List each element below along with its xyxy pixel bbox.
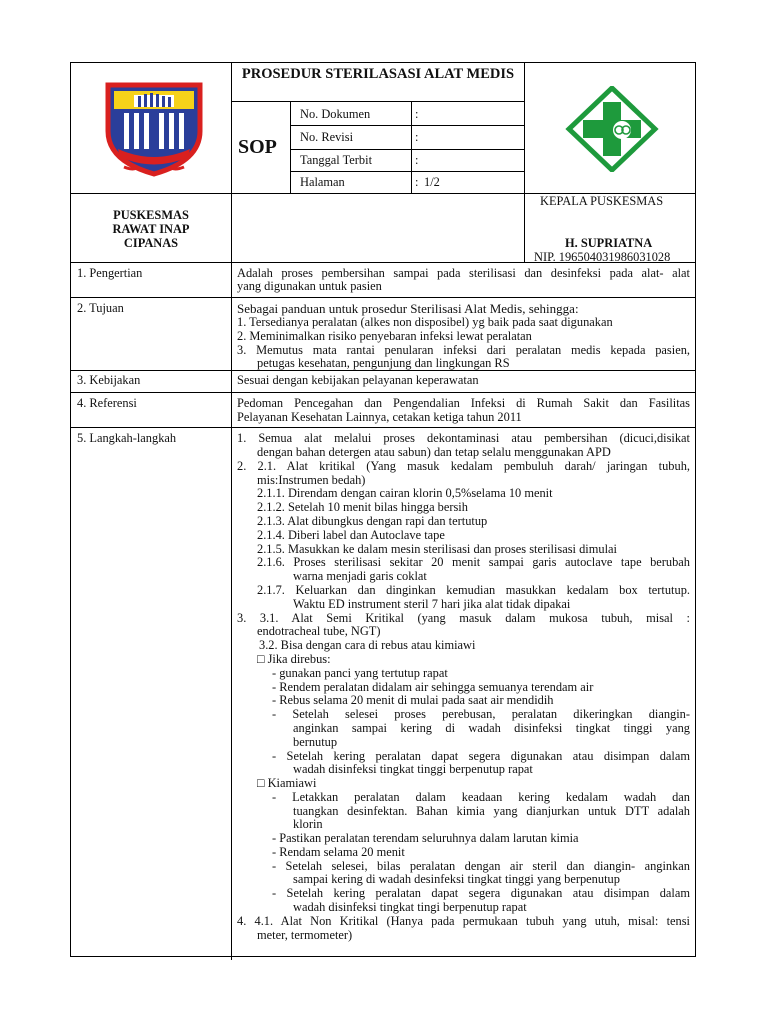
langkah-line: sampai kering di wadah desinfeksi tingkat tinggi yang berpenutup [293, 872, 620, 886]
langkah-line: meter, termometer) [257, 928, 353, 942]
meta-label-halaman: Halaman [300, 175, 345, 189]
langkah-line: □ Kiamiawi [257, 776, 317, 790]
langkah-line: mis:Instrumen bedah) [257, 473, 366, 487]
grid-line [524, 62, 525, 262]
meta-label-tanggal-terbit: Tanggal Terbit [300, 153, 373, 167]
section-label-kebijakan: 3. Kebijakan [77, 373, 141, 387]
meta-sep: : [415, 107, 419, 121]
langkah-line: - Pastikan peralatan terendam seluruhnya dalam larutan kimia [272, 831, 579, 845]
meta-sep: : [415, 153, 419, 167]
meta-sep: : [415, 130, 419, 144]
signatory-name: H. SUPRIATNA [565, 236, 653, 250]
grid-line [70, 392, 696, 393]
puskesmas-logo-icon [565, 86, 659, 172]
meta-label-no-dokumen: No. Dokumen [300, 107, 371, 121]
langkah-line: - Rendam selama 20 menit [272, 845, 405, 859]
section-label-tujuan: 2. Tujuan [77, 301, 124, 315]
langkah-line: 2.1.3. Alat dibungkus dengan rapi dan tertutup [257, 514, 488, 528]
langkah-line: wadah disinfeksi tingkat tingi berpenutup rapat [293, 900, 527, 914]
tujuan-line: Sebagai panduan untuk prosedur Sterilisasi Alat Medis, sehingga: [237, 301, 579, 316]
langkah-line: 2.1.4. Diberi label dan Autoclave tape [257, 528, 445, 542]
langkah-line: klorin [293, 817, 323, 831]
kebijakan-line: Sesuai dengan kebijakan pelayanan keperawatan [237, 373, 479, 387]
pengertian-line: Adalah proses pembersihan sampai pada sterilisasi dan desinfeksi pada alat- alat [237, 266, 690, 280]
langkah-line: 3. 3.1. Alat Semi Kritikal (yang masuk dalam mukosa tubuh, misal : [237, 611, 690, 625]
grid-line [290, 125, 524, 126]
langkah-line: 1. Semua alat melalui proses dekontaminasi atau pembersihan (dicuci,disikat [237, 431, 690, 445]
langkah-line: warna menjadi garis coklat [293, 569, 427, 583]
grid-line [231, 101, 524, 102]
grid-line [231, 62, 232, 960]
regency-logo-icon [104, 79, 204, 177]
langkah-line: - Setelah kering peralatan dapat segera digunakan atau disimpan dalam [272, 886, 690, 900]
tujuan-line: 2. Meminimalkan risiko penyebaran infeksi lewat peralatan [237, 329, 532, 343]
langkah-line: - Setelah selesei proses perebusan, peralatan dikeringkan diangin- [272, 707, 690, 721]
langkah-line: - gunakan panci yang tertutup rapat [272, 666, 448, 680]
langkah-line: 4. 4.1. Alat Non Kritikal (Hanya pada permukaan tubuh yang utuh, misal: tensi [237, 914, 690, 928]
grid-line [411, 101, 412, 193]
langkah-line: Waktu ED instrument steril 7 hari jika alat tidak dipakai [293, 597, 571, 611]
langkah-line: anginkan sampai kering di wadah disinfeksi tingkat tinggi yang [293, 721, 690, 735]
langkah-line: - Rebus selama 20 menit di mulai pada saat air mendidih [272, 693, 554, 707]
meta-sep: : [415, 175, 419, 189]
signatory-role: KEPALA PUSKESMAS [540, 194, 664, 208]
langkah-line: endotracheal tube, NGT) [257, 624, 381, 638]
langkah-line: 2.1.6. Proses sterilisasi sekitar 20 menit sampai garis autoclave tape berubah [257, 555, 690, 569]
grid-line [290, 171, 524, 172]
org-name-line: CIPANAS [123, 236, 179, 250]
langkah-line: tuangkan desinfektan. Bahan kimia yang dianjurkan untuk DTT adalah [293, 804, 690, 818]
langkah-line: 3.2. Bisa dengan cara di rebus atau kimiawi [259, 638, 476, 652]
langkah-line: 2. 2.1. Alat kritikal (Yang masuk kedalam pembuluh darah/ jaringan tubuh, [237, 459, 690, 473]
tujuan-line: petugas kesehatan, pengunjung dan lingkungan RS [257, 356, 510, 370]
meta-label-no-revisi: No. Revisi [300, 130, 354, 144]
langkah-line: - Rendem peralatan didalam air sehingga semuanya terendam air [272, 680, 594, 694]
langkah-line: 2.1.1. Direndam dengan cairan klorin 0,5%selama 10 menit [257, 486, 553, 500]
org-name-line: RAWAT INAP [112, 222, 190, 236]
document-title: PROSEDUR STERILASASI ALAT MEDIS [241, 66, 515, 82]
tujuan-line: 1. Tersedianya peralatan (alkes non disposibel) yg baik pada saat digunakan [237, 315, 613, 329]
langkah-line: bernutup [293, 735, 338, 749]
section-label-referensi: 4. Referensi [77, 396, 137, 410]
grid-line [290, 149, 524, 150]
grid-line [290, 101, 291, 193]
signatory-nip: NIP. 196504031986031028 [534, 250, 671, 264]
referensi-line: Pelayanan Kesehatan Lainnya, cetakan ketiga tahun 2011 [237, 410, 522, 424]
grid-line [70, 427, 696, 428]
org-name-line: PUSKESMAS [113, 208, 189, 222]
langkah-line: □ Jika direbus: [257, 652, 331, 666]
langkah-line: dengan bahan detergen atau sabun) dan tetap selalu menggunakan APD [257, 445, 611, 459]
langkah-line: - Letakkan peralatan dalam keadaan kering kedalam wadah dan [272, 790, 690, 804]
langkah-line: 2.1.2. Setelah 10 menit bilas hingga bersih [257, 500, 468, 514]
pengertian-line: yang digunakan untuk pasien [237, 279, 382, 293]
langkah-line: 2.1.5. Masukkan ke dalam mesin sterilisasi dan proses sterilisasi dimulai [257, 542, 617, 556]
langkah-line: 2.1.7. Keluarkan dan dinginkan kemudian masukkan kedalam box tertutup. [257, 583, 690, 597]
tujuan-line: 3. Memutus mata rantai penularan infeksi dari peralatan medis kepada pasien, [237, 343, 690, 357]
meta-value-halaman: 1/2 [424, 175, 440, 189]
sop-label: SOP [238, 136, 277, 158]
langkah-line: wadah disinfeksi tingkat tinggi berpenutup rapat [293, 762, 533, 776]
grid-line [70, 297, 696, 298]
langkah-line: - Setelah kering peralatan dapat segera digunakan atau disimpan dalam [272, 749, 690, 763]
section-label-langkah: 5. Langkah-langkah [77, 431, 177, 445]
referensi-line: Pedoman Pencegahan dan Pengendalian Infeksi di Rumah Sakit dan Fasilitas [237, 396, 690, 410]
langkah-line: - Setelah selesei, bilas peralatan dengan air steril dan diangin- anginkan [272, 859, 690, 873]
section-label-pengertian: 1. Pengertian [77, 266, 143, 280]
